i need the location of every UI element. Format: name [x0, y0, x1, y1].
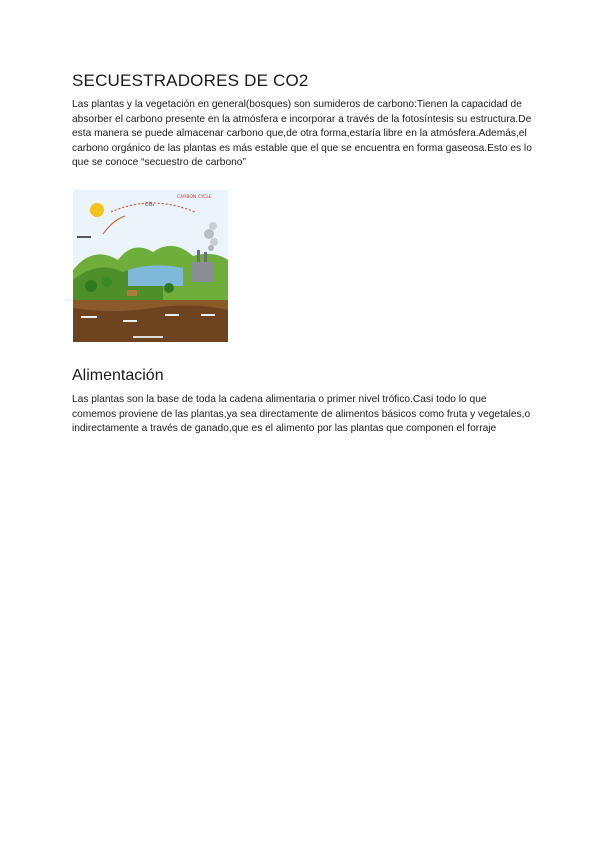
- carbon-cycle-image: [73, 190, 228, 342]
- alimentacion-paragraph: Las plantas son la base de toda la cadena alimentaria o primer nivel trófico.Casi todo lo que comemos proviene de las plantas,ya sea directamente de alimentos básicos como fruta y vegetales,o indirectamente a través de ganado,que es el alimento por las plantas que componen el forraje: [72, 394, 531, 435]
- co2-label: CO₂: [145, 202, 155, 208]
- section-title-alimentacion: Alimentación: [72, 367, 164, 384]
- sun-icon: [90, 203, 104, 217]
- carbon-cycle-illustration: [73, 190, 228, 342]
- section-title-secuestradores: SECUESTRADORES DE CO2: [72, 71, 309, 90]
- secuestradores-paragraph: Las plantas y la vegetación en general(bosques) son sumideros de carbono:Tienen la capacidad de absorber el carbono presente en la atmósfera e incorporar a través de la fotosíntesis su estructura.De esta manera se puede almacenar carbono que,de otra forma,estaría libre en la atmósfera.Además,el carbono orgánico de las plantas es más estable que el que se encuentra en forma gaseosa.Esto es lo que se conoce “secuestro de carbono”: [72, 99, 532, 169]
- carbon-cycle-caption: CARBON CYCLE: [177, 195, 212, 200]
